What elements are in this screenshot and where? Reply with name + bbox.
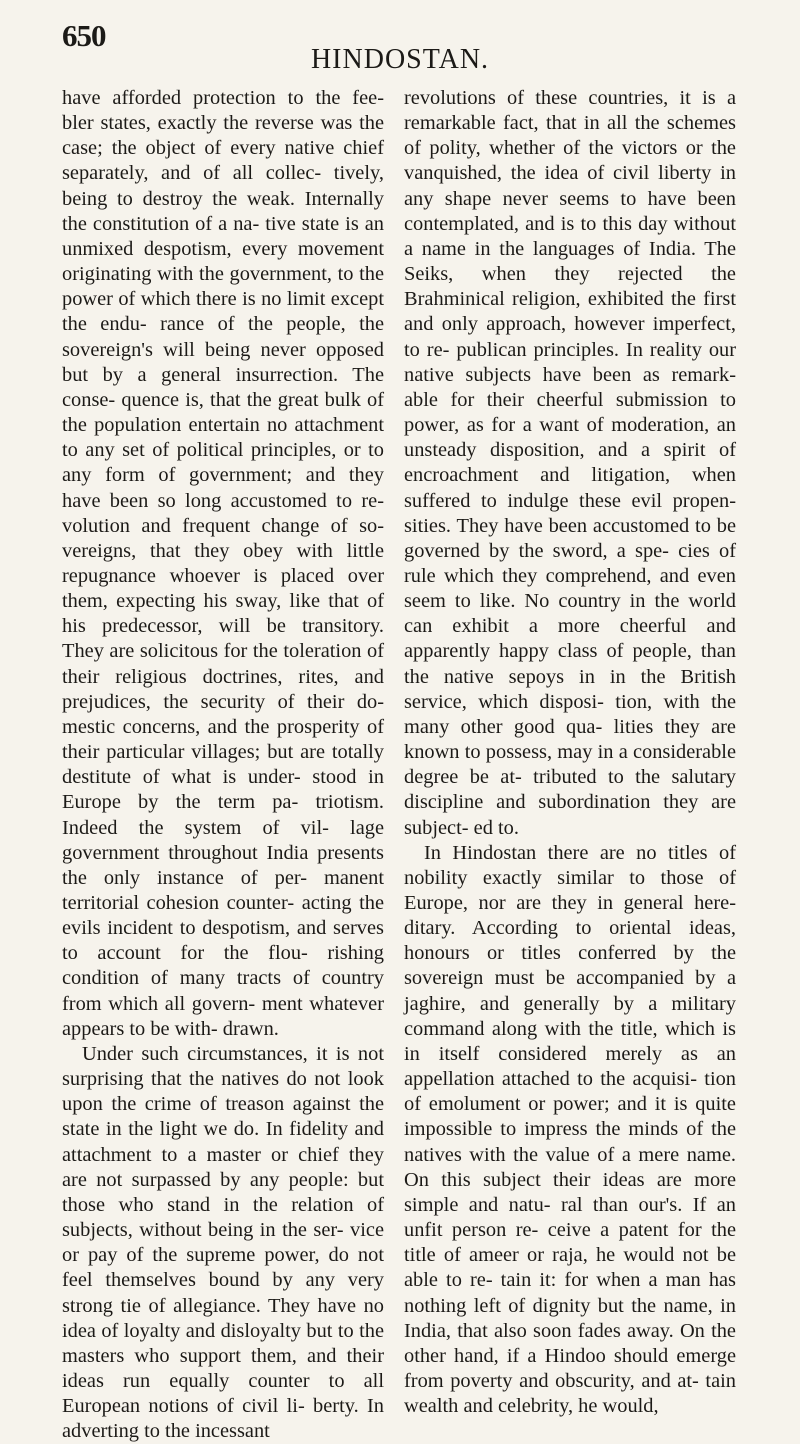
right-text-column (404, 86, 736, 1419)
paragraph: Under such circumstances, it is not surprising that the natives do not look upon the crime of treason against the state in the light we do. In fidelity and attachment to a master or chief they are not surpassed by any people: but those who stand in the relation of subjects, without being in the ser- vice or pay of the supreme power, do not feel themselves bound by any very strong tie of allegiance. They have no idea of loyalty and disloyalty but to the masters who support them, and their ideas run equally counter to all European notions of civil li- berty. In adverting to the incessant (62, 1042, 384, 1443)
paragraph: have afforded protection to the fee- bler states, exactly the reverse was the case; the object of every native chief separately, and of all collec- tively, being to destroy the weak. Internally the constitution of a na- tive state is an unmixed despotism, every movement originating with the government, to the power of which there is no limit except the endu- rance of the people, the sovereign's will being never opposed but by a general insurrection. The conse- quence is, that the great bulk of the population entertain no attachment to any set of political principles, or to any form of government; and they have been so long accustomed to re- volution and frequent change of so- vereigns, that they obey with little repugnance whoever is placed over them, expecting his sway, like that of his predecessor, will be transitory. They are solicitous for the toleration of their religious doctrines, rites, and prejudices, the security of their do- mestic concerns, and the prosperity of their particular villages; but are totally destitute of what is under- stood in Europe by the term pa- triotism. Indeed the system of vil- lage government throughout India presents the only instance of per- manent territorial cohesion counter- acting the evils incident to despotism, and serves to account for the flou- rishing condition of many tracts of country from which all govern- ment whatever appears to be with- drawn. (62, 87, 384, 1040)
left-text-column (62, 86, 384, 1444)
page-number: 650 (62, 18, 106, 53)
paragraph: In Hindostan there are no titles of nobility exactly similar to those of Europe, nor are they in general here- ditary. According to oriental ideas, honours or titles conferred by the sovereign must be accompanied by a jaghire, and generally by a military command along with the title, which is in itself considered merely as an appellation attached to the acquisi- tion of emolument or power; and it is quite impossible to impress the minds of the natives with the value of a mere name. On this subject their ideas are more simple and natu- ral than our's. If an unfit person re- ceive a patent for the title of ameer or raja, he would not be able to re- tain it: for when a man has nothing left of dignity but the name, in India, that also soon fades away. On the other hand, if a Hindoo should emerge from poverty and obscurity, and at- tain wealth and celebrity, he would, (404, 841, 736, 1418)
paragraph: revolutions of these countries, it is a remarkable fact, that in all the schemes of polity, whether of the victors or the vanquished, the idea of civil liberty in any shape never seems to have been contemplated, and is to this day without a name in the languages of India. The Seiks, when they rejected the Brahminical religion, exhibited the first and only approach, however imperfect, to re- publican principles. In reality our native subjects have been as remark- able for their cheerful submission to power, as for a want of moderation, an unsteady disposition, and a spirit of encroachment and litigation, when suffered to indulge these evil propen- sities. They have been accustomed to be governed by the sword, a spe- cies of rule which they comprehend, and even seem to like. No country in the world can exhibit a more cheerful and apparently happy class of people, than the native sepoys in in the British service, which disposi- tion, with the many other good qua- lities they are known to possess, may in a considerable degree be at- tributed to the salutary discipline and subordination they are subject- ed to. (404, 87, 736, 839)
running-title: HINDOSTAN. (310, 44, 490, 75)
